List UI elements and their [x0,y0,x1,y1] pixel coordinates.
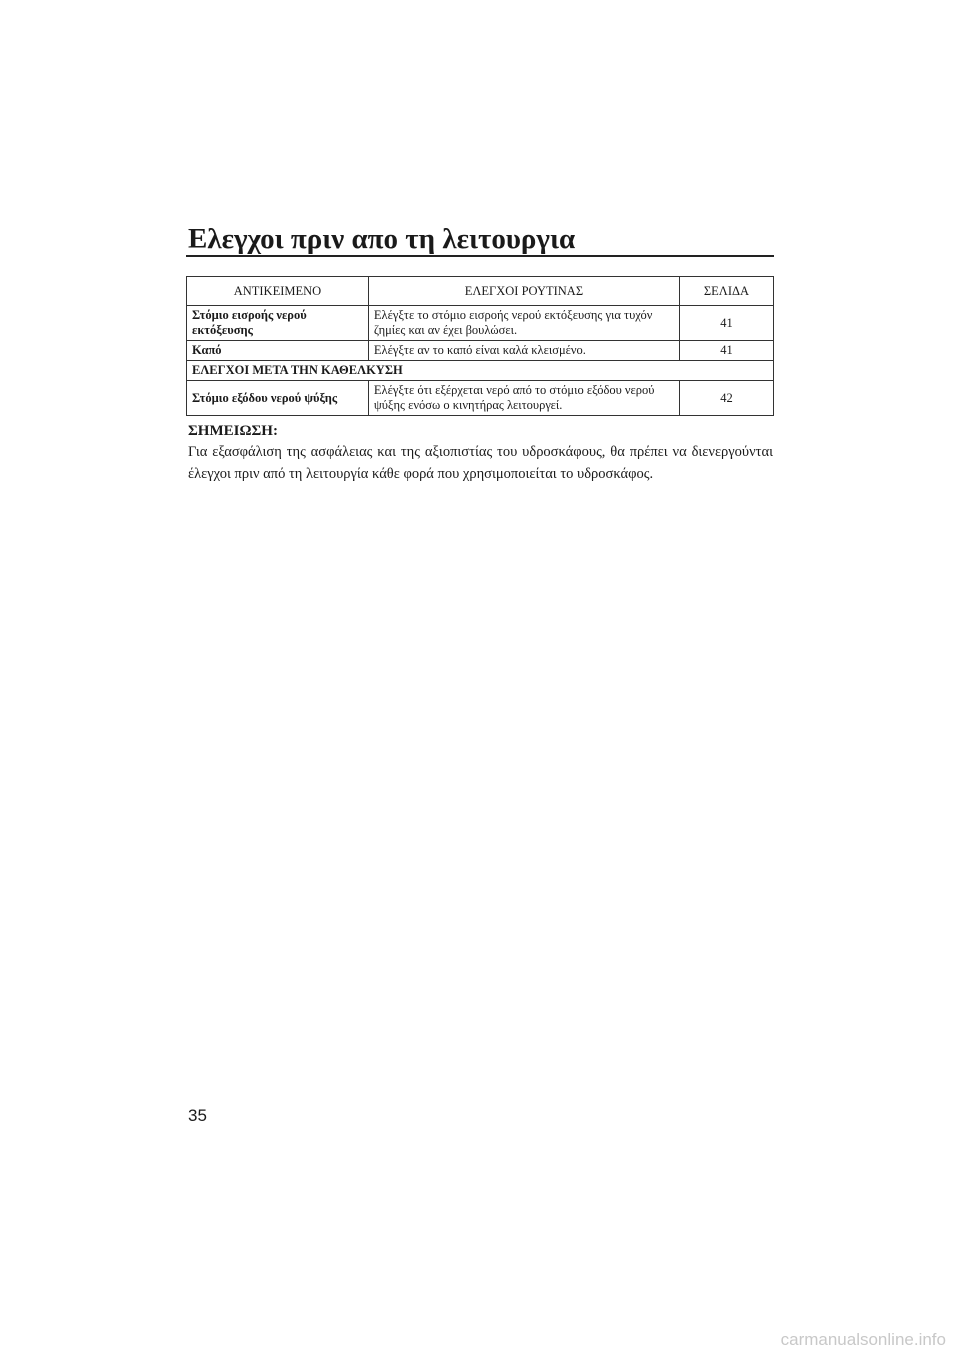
header-routine-check: ΕΛΕΓΧΟΙ ΡΟΥΤΙΝΑΣ [368,277,679,306]
note-heading: ΣΗΜΕΙΩΣΗ: [188,423,278,439]
page-ref-cell: 41 [679,306,773,341]
item-cell: Στόμιο εισροής νερού εκτόξευσης [187,306,369,341]
page-ref-cell: 41 [679,341,773,361]
check-cell: Ελέγξτε ότι εξέρχεται νερό από το στόμιο εξόδου νερού ψύξης ενόσω ο κινητήρας λειτουργεί. [368,381,679,416]
check-cell: Ελέγξτε αν το καπό είναι καλά κλεισμένο. [368,341,679,361]
section-label: ΕΛΕΓΧΟΙ ΜΕΤΑ ΤΗΝ ΚΑΘΕΛΚΥΣΗ [187,361,774,381]
table-row [187,306,774,341]
header-page: ΣΕΛΙΔΑ [679,277,773,306]
page-ref-cell: 42 [679,381,773,416]
item-cell: Καπό [187,341,369,361]
pre-operation-checks-table [186,276,774,416]
note-text: Για εξασφάλιση της ασφάλειας και της αξιοπιστίας του υδροσκάφους, θα πρέπει να διενεργούνται έλεγχοι πριν από τη λειτουργία κάθε φορά που χρησιμοποιείται το υδροσκάφος. [188,444,773,482]
title-divider [186,255,774,257]
table-row [187,381,774,416]
header-item: ΑΝΤΙΚΕΙΜΕΝΟ [187,277,369,306]
page-title: Ελεγχοι πριν απο τη λειτουργια [188,223,576,255]
table-section-row [187,361,774,381]
item-cell: Στόμιο εξόδου νερού ψύξης [187,381,369,416]
check-cell: Ελέγξτε το στόμιο εισροής νερού εκτόξευσης για τυχόν ζημίες και αν έχει βουλώσει. [368,306,679,341]
page-number: 35 [188,1106,207,1125]
table-row [187,341,774,361]
table-header-row [187,277,774,306]
watermark: carmanualsonline.info [780,1330,946,1349]
